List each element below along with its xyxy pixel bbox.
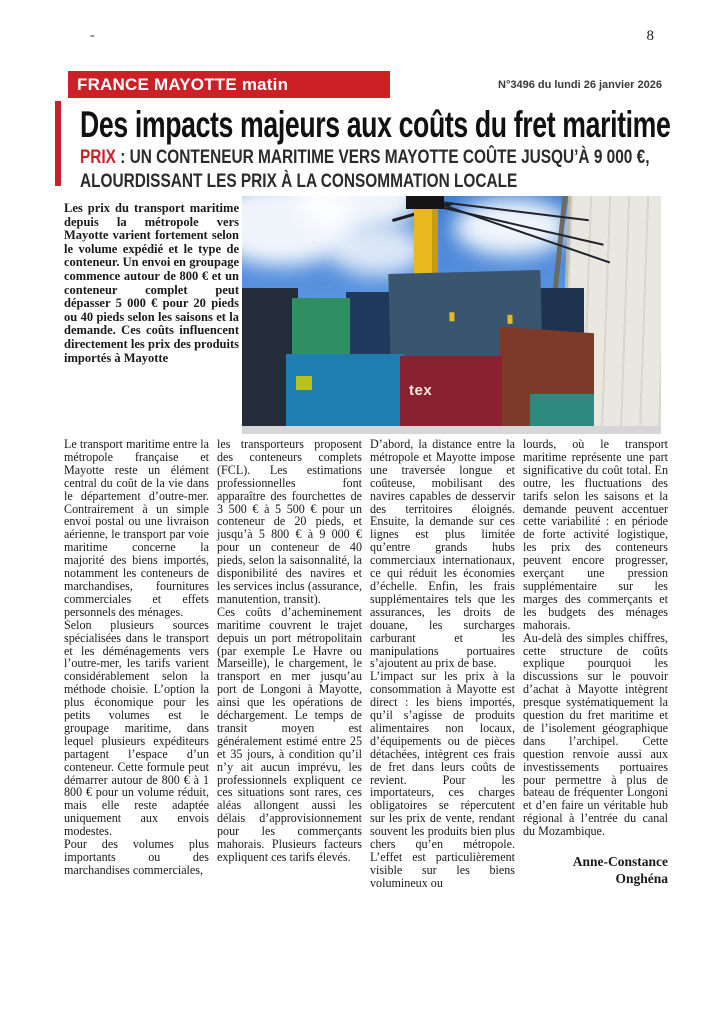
container-tex-label: tex <box>409 382 433 399</box>
subhead-kicker: PRIX <box>80 146 116 168</box>
corner-dash: - <box>90 28 95 43</box>
article-column-4 <box>523 438 668 890</box>
article-column-2 <box>217 438 362 890</box>
container-blue <box>286 354 404 434</box>
article-intro: Les prix du transport maritime depuis la métropole vers Mayotte varient fortement selon le volume expédié et le type de conteneur. Un envoi en groupage commence autour de 800 € et un conteneur complet peut dépasser 5 000 € pour 20 pieds ou 40 pieds selon les saisons et la demande. Ces coûts influencent directement les prix des produits importés à Mayotte <box>64 201 239 365</box>
masthead-banner: FRANCE MAYOTTE matin <box>68 71 390 98</box>
page-number: 8 <box>646 28 654 44</box>
container-marking <box>507 315 512 324</box>
container-maroon <box>400 356 502 434</box>
container-marking <box>449 312 454 321</box>
paragraph: Le transport maritime entre la métropole française et Mayotte reste un élément central du coût de la vie dans le département d’outre-mer. Contrairement à un simple envoi postal ou une livraison aérienne, le transport par voie maritime concerne la majorité des biens importés, notamment les conteneurs de marchandises, fournitures commerciales et effets personnels des ménages. <box>64 437 209 619</box>
paragraph: les transporteurs proposent des conteneurs complets (FCL). Les estimations professionnelles font apparaître des fourchettes de 3 500 € à 5 500 € pour un conteneur de 20 pieds, et jusqu’à 5 800 € à 9 000 € pour un conteneur de 40 pieds, selon la saisonnalité, la disponibilité des navires et les services inclus (assurance, manutention, transit). <box>217 437 362 606</box>
author-line: Onghéna <box>615 870 668 886</box>
paragraph: L’impact sur les prix à la consommation à Mayotte est direct : les biens importés, qu’il s’agisse de produits alimentaires non locaux, d’équipements ou de pièces détachées, intègrent ces frais de fret dans leurs coûts de revient. Pour les importateurs, ces charges obligatoires se répercutent sur les prix de vente, rendant souvent les produits bien plus chers qu’en métropole. L’effet est particulièrement visible sur les biens volumineux ou <box>370 669 515 890</box>
article-subhead <box>80 146 704 194</box>
article-headline: Des impacts majeurs aux coûts du fret maritime <box>80 104 671 145</box>
paragraph: Ces coûts d’acheminement maritime couvrent le trajet depuis un port métropolitain (par exemple Le Havre ou Marseille), le chargement, le transport en mer jusqu’au port de Longoni à Mayotte, ainsi que les opérations de déchargement. Le temps de transit moyen est généralement estimé entre 25 et 35 jours, à condition qu’il n’y ait aucun imprévu, les professionnels expliquent ce ces situations sont rares, ces aléas allongent aussi les délais d’approvisionnement pour les commerçants mahorais. Plusieurs facteurs expliquent ces tarifs élevés. <box>217 604 362 864</box>
article-column-1 <box>64 438 209 890</box>
headline-red-rule <box>55 101 61 186</box>
paragraph: Pour des volumes plus importants ou des marchandises commerciales, <box>64 837 209 877</box>
paragraph: lourds, où le transport maritime représente une part significative du coût total. En outre, les fluctuations des tarifs selon les saisons et la demande peuvent accentuer cette variabilité : en période de forte activité logistique, les prix des conteneurs peuvent encore progresser, exerçant une pression supplémentaire sur les marges des commerçants et les budgets des ménages mahorais. <box>523 437 668 632</box>
author-name <box>523 854 668 888</box>
paragraph: D’abord, la distance entre la métropole et Mayotte impose une traversée longue et coûteuse, mobilisant des navires capables de desservir des territoires éloignés. Ensuite, la demande sur ces lignes est plus limitée qu’entre grands hubs commerciaux internationaux, ce qui réduit les économies d’échelle. Enfin, les frais supplémentaires tels que les assurances, les droits de douane, les surcharges carburant et les manipulations portuaires s’ajoutent au prix de base. <box>370 437 515 671</box>
article-body <box>64 438 668 890</box>
article-column-3 <box>370 438 515 890</box>
subhead-text: : UN CONTENEUR MARITIME VERS MAYOTTE COÛTE JUSQU’À 9 000 €, ALOURDISSANT LES PRIX À LA CONSOMMATION LOCALE <box>80 146 650 192</box>
author-line: Anne-Constance <box>572 854 668 870</box>
paragraph: Au-delà des simples chiffres, cette structure de coûts explique pourquoi les discussions sur le pouvoir d’achat à Mayotte intègrent presque systématiquement la question du fret maritime et de l’isolement géographique dans l’archipel. Cette question renvoie aussi aux investissements portuaires pour permettre à plus de bateau de fréquenter Longoni et d’en faire un véritable hub régional à l’entrée du canal du Mozambique. <box>523 630 668 839</box>
issue-number: N°3496 du lundi 26 janvier 2026 <box>498 79 662 91</box>
containers-photo <box>242 196 661 434</box>
crane-trolley <box>406 196 444 209</box>
quay-strip <box>242 426 661 434</box>
container-green <box>292 298 350 362</box>
cloud-shape <box>330 224 425 276</box>
container-logo-chip <box>296 376 312 390</box>
paragraph: Selon plusieurs sources spécialisées dans le transport et les déménagements vers l’outre-mer, les tarifs varient considérablement selon la méthode choisie. L’option la plus économique pour les petits volumes est le groupage maritime, dans lequel plusieurs expéditeurs partagent l’espace d’un conteneur. Cette formule peut démarrer autour de 800 € à 1 800 € pour un volume réduit, mais elle reste adaptée uniquement aux envois modestes. <box>64 617 209 839</box>
